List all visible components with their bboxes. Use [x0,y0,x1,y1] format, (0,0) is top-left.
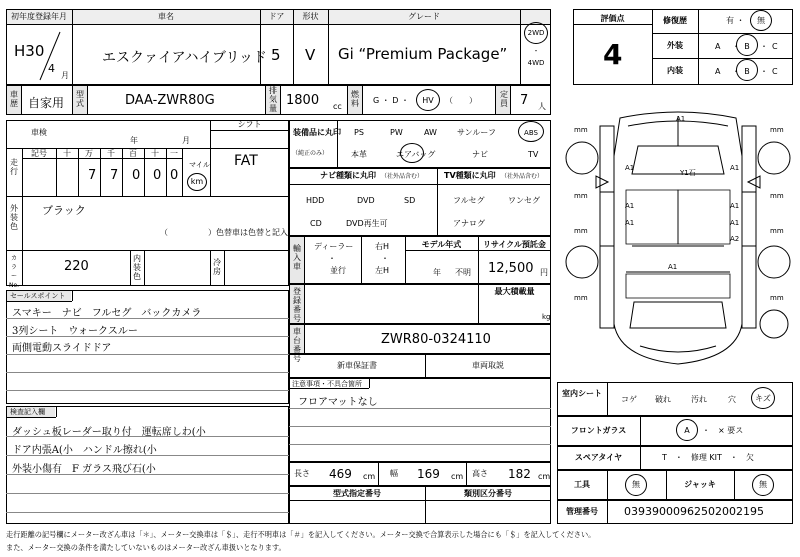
first-registration-month-unit: 月 [61,71,69,80]
windshield-rest: ・ × 要ス [702,426,744,435]
mileage-digit: 0 [170,168,179,183]
footer-line-1: 走行距離の記号欄にメーター改ざん車は「＊」、メーター交換車は「＄」、走行不明車は「＃」を記入してください。メーター交換で合算表示した場合にも「＄」を記入してください。 [6,530,596,539]
import-label: 輸入車 [293,244,301,271]
repair-history-label: 修復歴 [663,16,687,25]
equip-tv: TV [528,150,539,159]
damage-mark: A1 [730,202,740,210]
digit-header: 十 [63,149,71,158]
drive-2wd: 2WD [527,29,545,37]
spare-tire-label: スペアタイヤ [574,453,623,462]
capacity-value: 7 [520,93,529,108]
model-label: 型式 [76,90,84,108]
digit-header: 百 [129,149,137,158]
fuel-selected: HV [422,96,434,105]
damage-mark: Y1石 [680,169,696,177]
car-name-label: 車名 [158,12,174,21]
tread-mm: mm [770,126,784,134]
equip-airbag: エアバッグ [396,150,436,159]
sheet-stain: 汚れ [691,395,707,404]
equipment-sub: （純正のみ） [292,150,329,157]
type-cert-label: 型式指定番号 [333,489,381,498]
frame-no-label: 車台番号 [293,327,301,363]
tread-mm: mm [770,192,784,200]
mile-label: マイル [189,161,210,169]
damage-mark: A2 [730,235,740,243]
tools-value: 無 [632,480,640,489]
int-dot-1: ・ [732,67,740,76]
shift-label: シフト [237,120,262,129]
usage-value: 自家用 [28,96,65,110]
damage-mark: A1 [676,115,686,123]
exterior-color-value: ブラック [42,204,86,217]
tread-mm: mm [574,126,588,134]
fuel-paren: （ ） [445,96,477,105]
import-parallel: 並行 [330,266,346,275]
height-unit: cm [538,472,551,481]
import-dot: ・ [328,254,336,263]
digit-header-kigou: 記号 [31,149,47,158]
repair-options: 有 ・ [726,16,745,25]
tv-analog: アナログ [453,219,485,228]
first-registration-month: 4 [48,62,55,75]
exterior-color-label: 外装色 [10,204,18,231]
width-value: 169 [417,467,440,481]
shape-label: 形状 [302,12,319,21]
damage-mark: A1 [730,164,740,172]
tools-label: 工具 [574,480,590,489]
sales-point-line: 3列シート ウォークスルー [12,326,138,337]
damage-mark: A1 [625,164,635,172]
sheet-tear: 破れ [655,395,671,404]
import-rh: 右H [375,242,390,251]
doors-value: 5 [271,46,281,64]
sheet-burn: コゲ [621,395,637,404]
import-dot-2: ・ [381,254,389,263]
equip-leather: 本革 [351,150,367,159]
capacity-label: 定員 [500,90,508,108]
digit-header: 十 [151,149,159,158]
first-registration-year: H30 [14,42,45,60]
mileage-digit: 7 [88,168,97,183]
int-grade-a: A [715,67,721,76]
import-dealer: ディーラー [314,242,354,251]
shaken-label: 車検 [31,128,47,137]
displacement-label: 排気量 [269,86,277,113]
tread-mm: mm [574,294,588,302]
mileage-digit: 7 [110,168,119,183]
mileage-digit: 0 [153,168,162,183]
warranty-label: 新車保証書 [337,361,377,370]
digit-header: 万 [85,149,93,158]
interior-color-label: 内装色 [133,254,141,281]
tread-mm: mm [770,227,784,235]
equip-aw: AW [424,128,437,137]
mgmt-value: 0393900096250200​2195 [624,505,764,518]
import-lh: 左H [375,266,390,275]
fuel-options: G ・ D ・ [373,96,409,105]
int-grade-b: B [744,67,750,76]
drive-4wd: 4WD [527,59,545,67]
width-unit: cm [451,472,464,481]
windshield-selected: A [684,426,690,435]
nav-dvd: DVD [357,196,375,205]
spare-tire-options: T ・ 修理 KIT ・ 欠 [662,453,754,462]
capacity-unit: 人 [538,102,546,111]
color-code-value: 220 [64,259,89,274]
frame-no-value: ZWR80-0324110 [381,332,491,347]
height-label: 高さ [472,469,488,478]
notes-frame [289,378,551,462]
tv-type-sub: （社外品含む） [501,173,544,180]
equip-sunroof: サンルーフ [457,128,496,137]
sales-point-line: スマキー ナビ フルセグ バックカメラ [12,308,202,319]
footer-line-2: また、メーター交換の条件を満たしていないものはメーター改ざん車扱いとなります。 [6,543,286,552]
tv-oneseg: ワンセグ [508,196,540,205]
model-value: DAA-ZWR80G [125,93,215,108]
width-label: 幅 [390,469,398,478]
fuel-label: 燃料 [351,90,359,108]
inspector-notes-label: 検査記入欄 [10,408,45,416]
equip-pw: PW [390,128,403,137]
sheet-hole: 穴 [728,395,736,404]
color-change-note: （ ）色替車は色替と記入 [160,228,288,237]
max-load-label: 最大積載量 [494,287,535,296]
mileage-digit: 0 [132,168,141,183]
usage-label: 車歴 [10,90,18,108]
ext-dot-2: ・ [760,42,768,51]
sales-points-label: セールスポイント [10,292,66,300]
model-year-label: モデル年式 [421,240,462,249]
registration-no-label: 登録番号 [293,287,301,323]
inspector-line: ダッシュ板レーダー取り付 運転席しわ(小 [12,427,206,438]
int-dot-2: ・ [760,67,768,76]
model-year-year: 年 [433,268,441,277]
displacement-value: 1800 [286,93,320,108]
class-no-label: 類別区分番号 [464,489,512,498]
doors-label: ドア [268,12,285,21]
windshield-label: フロントガラス [570,426,627,435]
nav-type-label: ナビ種類に丸印 [320,171,376,180]
ext-dot-1: ・ [732,42,740,51]
tv-type-label: TV種類に丸印 [444,171,496,180]
nav-cd: CD [310,219,322,228]
notes-label: 注意事項・不具合箇所 [292,380,362,388]
jack-value: 無 [759,480,767,489]
interior-sheet-label: 室内シート [562,389,602,398]
shift-value: FAT [234,153,258,169]
color-code-label: カラーNo. [9,255,19,289]
exterior-grade-label: 外装 [667,41,683,50]
ext-grade-c: C [772,42,778,51]
drive-dot: ・ [532,47,540,55]
equip-abs: ABS [524,129,538,137]
recycle-label: リサイクル預託金 [483,240,546,249]
mgmt-label: 管理番号 [566,507,598,516]
grade-value: Gi “Premium Package” [338,45,508,63]
grade-label: グレード [408,12,440,21]
car-outline [560,96,796,376]
damage-mark: A1 [668,263,678,271]
inspector-line: ドア内張A(小 ハンドル擦れ(小 [12,445,157,456]
jack-label: ジャッキ [684,480,716,489]
car-name: エスクァイアハイブリッド [102,50,267,66]
length-unit: cm [363,472,376,481]
repair-selected: 無 [757,16,765,25]
tread-mm: mm [574,227,588,235]
nav-dvd-play: DVD再生可 [346,219,388,228]
tread-mm: mm [574,192,588,200]
displacement-unit: cc [333,102,342,111]
ext-grade-a: A [715,42,721,51]
manual-label: 車両取説 [472,361,504,370]
score-label: 評価点 [600,14,625,23]
km-label: km [190,177,204,186]
tv-fullseg: フルセグ [453,196,485,205]
score-value: 4 [603,38,623,71]
digit-header: 一 [170,149,178,158]
equip-navi: ナビ [472,150,488,159]
max-load-kg: kg [542,313,551,321]
recycle-value: 12,500 [488,261,534,276]
shaken-year-unit: 年 [130,136,138,145]
inspector-line: 外装小傷有 F ガラス飛び石(小 [12,464,156,475]
recycle-yen: 円 [540,268,548,277]
digit-header: 千 [107,149,115,158]
damage-mark: A1 [730,219,740,227]
height-value: 182 [508,467,531,481]
nav-hdd: HDD [306,196,325,205]
damage-mark: A1 [625,219,635,227]
tread-mm: mm [770,294,784,302]
length-label: 長さ [294,469,310,478]
ac-label: 冷房 [213,258,221,276]
notes-value: フロアマットなし [298,397,378,408]
shape-value: V [305,46,316,64]
model-year-unknown: 不明 [455,268,471,277]
length-value: 469 [329,467,352,481]
first-registration-label: 初年度登録年月 [11,12,67,21]
sheet-scratch: キズ [755,394,771,403]
ext-grade-b: B [744,42,750,51]
damage-mark: A1 [625,202,635,210]
nav-type-sub: （社外品含む） [381,173,424,180]
nav-sd: SD [404,196,416,205]
int-grade-c: C [772,67,778,76]
mileage-label: 走行 [10,158,18,176]
shaken-month-unit: 月 [182,136,190,145]
interior-grade-label: 内装 [667,66,683,75]
equip-ps: PS [354,128,364,137]
equipment-label: 装備品に丸印 [293,128,341,137]
sales-point-line: 両側電動スライドドア [12,343,112,354]
